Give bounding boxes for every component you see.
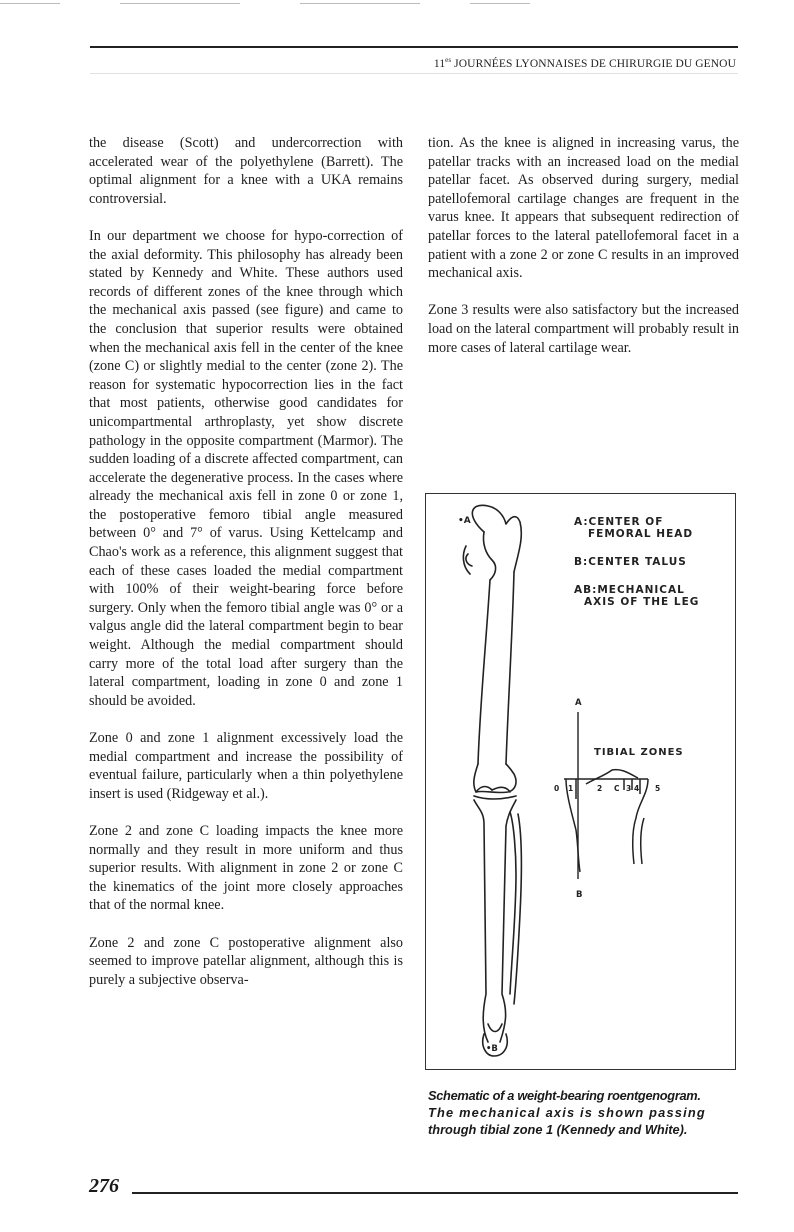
point-b-axis: B — [576, 890, 583, 900]
legend-mechanical-axis — [574, 584, 699, 608]
zone-label: 5 — [655, 784, 661, 793]
zone-label: 0 — [554, 784, 560, 793]
point-a-axis: A — [575, 698, 582, 708]
header-subrule — [90, 73, 738, 74]
paragraph: tion. As the knee is aligned in increasing varus, the patellar tracks with an increased load on the medial patellar facet. As observed during surgery, medial patellofemoral cartilage changes are frequent in the varus knee. It appears that subsequent redirection of patellar forces to the lateral patellofemoral facet in a patient with a zone 2 or zone C results in an improved mechanical axis. — [428, 135, 739, 282]
caption-line: The mechanical axis is shown passing — [428, 1104, 706, 1120]
running-head — [434, 56, 736, 70]
zone-label: 2 — [597, 784, 603, 793]
legend-center-femoral-head — [574, 516, 693, 540]
header-rule — [90, 46, 738, 48]
running-head-title: JOURNÉES LYONNAISES DE CHIRURGIE DU GENOU — [451, 57, 736, 70]
paragraph: Zone 2 and zone C loading impacts the knee more normally and they result in more uniform and thus superior results. With alignment in zone 2 or zone C the kinematics of the joint more closely approaches that of the normal knee. — [89, 822, 403, 914]
page-number: 276 — [89, 1175, 119, 1197]
zone-label: 4 — [634, 784, 640, 793]
zone-label: 3 — [626, 784, 632, 793]
paragraph: Zone 0 and zone 1 alignment excessively load the medial compartment and increase the possibility of eventual failure, particularly when a thin polyethylene insert is used (Ridgeway et al.). — [89, 730, 403, 802]
legend-a-line2: FEMORAL HEAD — [588, 528, 694, 540]
legend-center-talus: B:CENTER TALUS — [574, 556, 687, 568]
zone-label: 1 — [568, 784, 574, 793]
running-head-superscript: es — [445, 56, 452, 64]
footer-rule — [132, 1192, 738, 1194]
tibial-zones-label: TIBIAL ZONES — [594, 747, 684, 758]
legend-ab-line1: AB:MECHANICAL — [574, 584, 685, 596]
paragraph: Zone 2 and zone C postoperative alignment also seemed to improve patellar alignment, although this is purely a subjective observa- — [89, 934, 403, 988]
paragraph: Zone 3 results were also satisfactory but the increased load on the lateral compartment will probably result in more cases of lateral cartilage wear. — [428, 302, 739, 356]
caption-line: through tibial zone 1 (Kennedy and White). — [428, 1121, 688, 1137]
figure-leg-schematic — [425, 493, 736, 1070]
right-column — [428, 134, 739, 357]
zone-label: C — [614, 784, 620, 793]
legend-ab-line2: AXIS OF THE LEG — [584, 596, 700, 608]
scan-top-edge — [0, 0, 794, 14]
point-a-femoral-head: •A — [458, 516, 471, 526]
figure-caption — [428, 1088, 742, 1138]
paragraph: the disease (Scott) and undercorrection with accelerated wear of the polyethylene (Barrett). The optimal alignment for a knee with a UKA remains controversial. — [89, 135, 403, 207]
left-column — [89, 134, 403, 989]
point-b-talus: •B — [486, 1044, 498, 1054]
leg-bone-drawing — [426, 494, 737, 1071]
legend-a-line1: A:CENTER OF — [574, 516, 664, 528]
paragraph: In our department we choose for hypo-correction of the axial deformity. This philosophy has already been stated by Kennedy and White. These authors used records of different zones of the knee through which the mechanical axis passed (see figure) and came to the conclusion that superior results were obtained when the mechanical axis fell in the center of the knee (zone C) or slightly medial to the center (zone 2). The reason for systematic hypocorrection lies in the fact that most patients, otherwise good candidates for unicompartmental arthroplasty, yet show discrete pathology in the opposite compartment (Marmor). The sudden loading of a discrete affected compartment, can accelerate the degenerative process. In the cases where already the mechanical axis fell in zone 0 or zone 1, the postoperative femoro tibial angle measured between 0° and 7° of varus. Using Kettelcamp and Chao's work as a reference, this alignment suggest that each of these cases loaded the medial compartment with 100% of their weight-bearing force before surgery. Only when the femoro tibial angle was 0° or a valgus angle did the lateral compartment begin to bear weight. Although the medial compartment should carry more of the total load after surgery than the lateral compartment, loading in zone 0 and zone 1 should be avoided. — [89, 227, 403, 709]
caption-line: Schematic of a weight-bearing roentgenogram. — [428, 1088, 701, 1103]
running-head-number: 11 — [433, 57, 446, 70]
